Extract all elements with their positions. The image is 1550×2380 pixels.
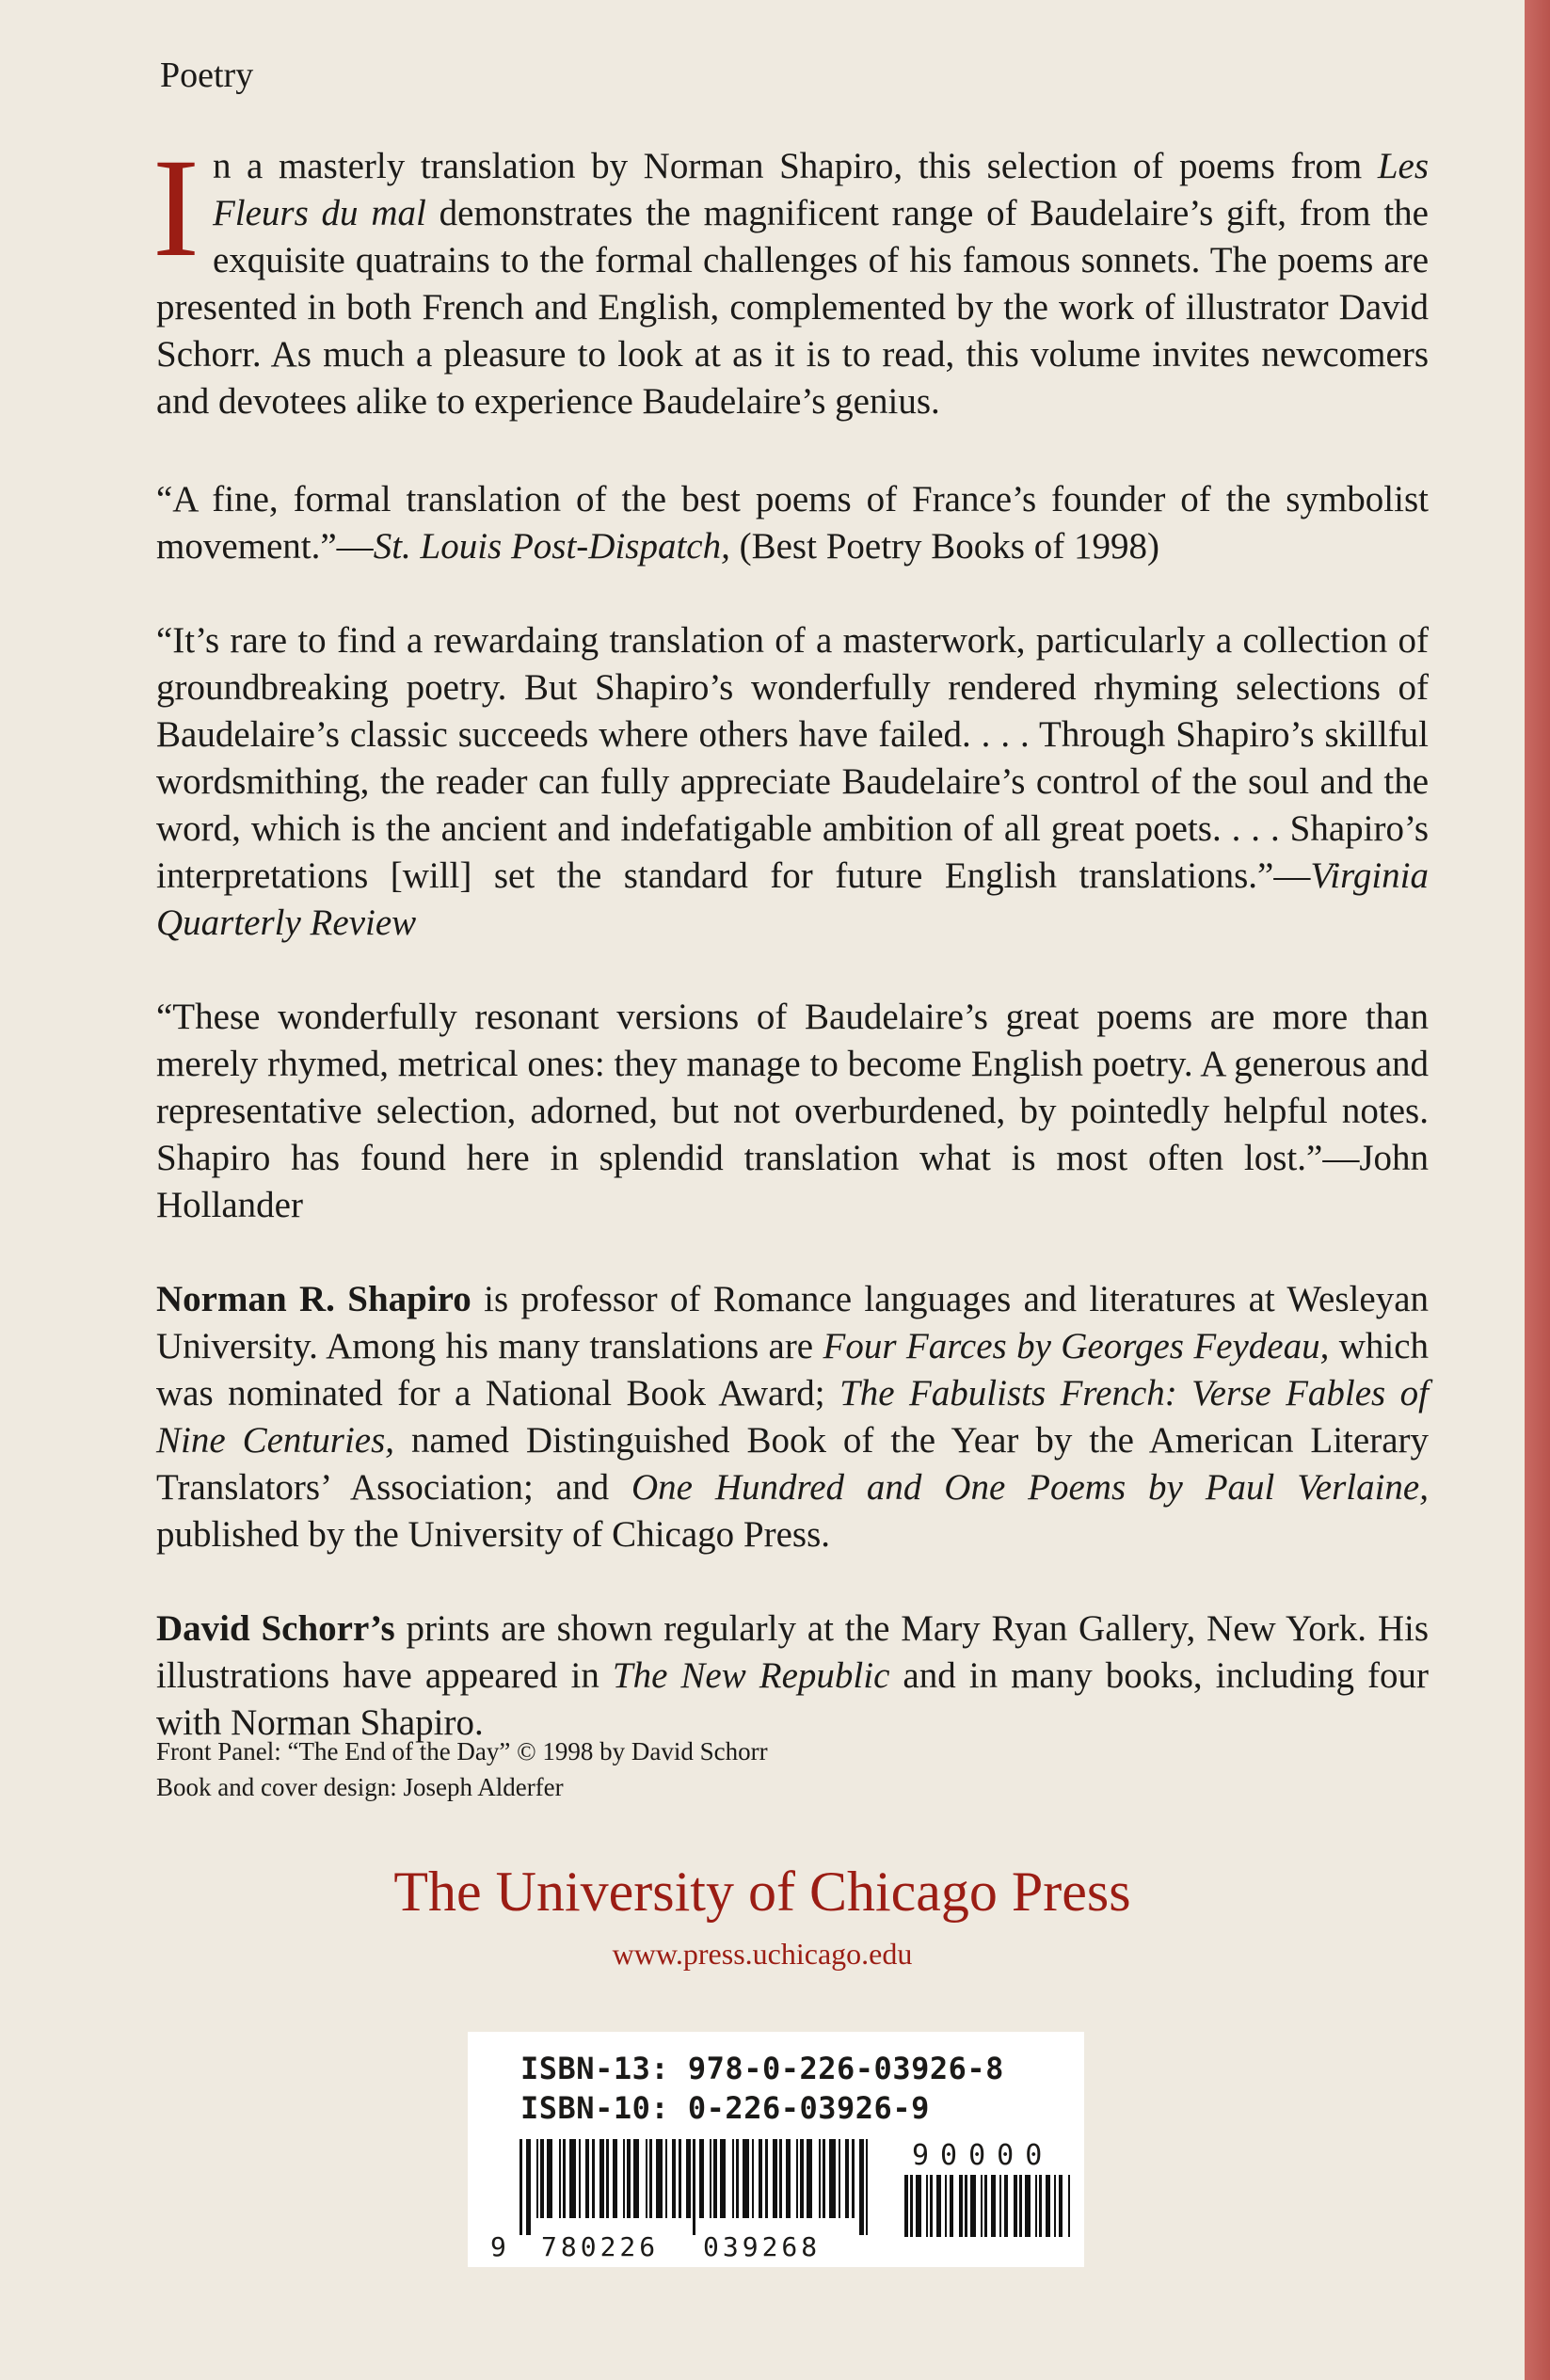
barcode-bar	[613, 2139, 617, 2218]
barcode-bar	[599, 2139, 604, 2218]
book-title-italic: Les Fleurs du mal	[212, 146, 1429, 233]
review-hollander	[156, 994, 1429, 1229]
bio-work: The Fabulists French: Verse Fables of Nine Centuries,	[156, 1373, 1429, 1461]
review-virginia-quarterly	[156, 617, 1429, 947]
barcode-bar	[536, 2139, 538, 2218]
barcode-bar	[649, 2139, 652, 2218]
barcode-bar	[950, 2175, 953, 2237]
barcode-bar	[656, 2139, 663, 2218]
barcode-bar	[959, 2175, 963, 2237]
barcode-bar	[819, 2139, 821, 2218]
barcode-lead-digit: 9	[490, 2231, 510, 2262]
barcode-bar	[1014, 2175, 1017, 2237]
barcode-bar	[1035, 2175, 1037, 2237]
review-note: (Best Poetry Books of 1998)	[729, 526, 1159, 567]
bio-text: prints are shown regularly at the Mary Ryan Gallery, New York. His illustrations have appeared in	[156, 1608, 1430, 1696]
barcode-bar	[547, 2139, 552, 2218]
publisher-name: The University of Chicago Press	[393, 1861, 1131, 1923]
bio-text: named Distinguished Book of the Year by the American Literary Translators’ Association; and	[156, 1420, 1429, 1508]
barcode-bar	[786, 2139, 791, 2218]
barcode-bar	[1054, 2175, 1056, 2237]
barcode-bar	[807, 2139, 812, 2218]
credits	[156, 1733, 768, 1805]
barcode-bar	[823, 2139, 825, 2218]
publisher-block	[0, 1859, 1525, 1977]
front-panel-credit: Front Panel: “The End of the Day” © 1998 by David Schorr	[156, 1737, 768, 1765]
barcode-bar	[866, 2139, 868, 2235]
barcode-bar	[773, 2139, 777, 2218]
barcode-group-1: 780226	[541, 2231, 660, 2262]
barcode-bar	[796, 2139, 798, 2218]
barcode-bar	[633, 2139, 639, 2218]
bio-work: The New Republic	[612, 1655, 890, 1696]
barcode-bar	[984, 2175, 987, 2237]
barcode-bar	[845, 2139, 849, 2218]
barcode-bar	[559, 2139, 561, 2218]
bio-name: David Schorr’s	[156, 1608, 395, 1649]
barcode-bar	[540, 2139, 544, 2218]
barcode-bar	[981, 2175, 983, 2237]
intro-paragraph	[152, 130, 1429, 425]
bio-text: published by the University of Chicago Press.	[156, 1514, 830, 1555]
bio-work: Four Farces by Georges Feydeau,	[823, 1326, 1330, 1366]
barcode-bar	[1039, 2175, 1042, 2237]
bio-name: Norman R. Shapiro	[156, 1279, 471, 1319]
barcode-bar	[859, 2139, 864, 2235]
barcode-bar	[970, 2175, 976, 2237]
barcode-bar	[904, 2175, 908, 2237]
barcode-bar	[623, 2139, 625, 2218]
bio-schorr	[156, 1605, 1429, 1747]
barcode-bar	[800, 2139, 804, 2218]
barcode-bar	[1004, 2175, 1008, 2237]
review-post-dispatch	[156, 476, 1429, 570]
category-label: Poetry	[160, 56, 254, 95]
review-source: St. Louis Post-Dispatch,	[373, 526, 730, 567]
bio-shapiro	[156, 1276, 1429, 1558]
barcode-bar	[526, 2139, 531, 2235]
barcode-bar	[713, 2139, 717, 2218]
barcode-bar	[936, 2175, 941, 2237]
barcode-bar	[999, 2175, 1001, 2237]
barcode-bar	[736, 2139, 739, 2218]
barcode-bar	[743, 2139, 749, 2218]
review-quote: “These wonderfully resonant versions of Baudelaire’s great poems are more than merely rhymed, metrical ones: they manage to become English poetry. A generous and representative selection, adorned, but not overburdened, by pointedly helpful notes. Shapiro has found here in splendid translation what is most often lost.”—John Hollander	[156, 997, 1429, 1225]
barcode-bar	[679, 2139, 681, 2218]
addon-digits: 90000	[912, 2139, 1054, 2172]
barcode-bar	[991, 2175, 996, 2237]
barcode-bar	[585, 2139, 589, 2218]
barcode-bar	[779, 2139, 782, 2218]
review-quote: “A fine, formal translation of the best poems of France’s founder of the symbolist movement.”—	[156, 479, 1429, 567]
review-source: Virginia Quarterly Review	[156, 855, 1429, 943]
ean-barcode	[519, 2139, 868, 2235]
isbn-10: ISBN-10: 0-226-03926-9	[520, 2090, 930, 2126]
barcode-bar	[646, 2139, 647, 2218]
isbn-13: ISBN-13: 978-0-226-03926-8	[520, 2051, 1004, 2086]
barcode-bar	[829, 2139, 836, 2218]
barcode-bar	[672, 2139, 676, 2218]
publisher-url: www.press.uchicago.edu	[612, 1937, 913, 1971]
barcode-bar	[710, 2139, 711, 2218]
design-credit: Book and cover design: Joseph Alderfer	[156, 1773, 564, 1801]
intro-text-2: demonstrates the magnificent range of Baudelaire’s gift, from the exquisite quatrains to the formal challenges of his famous sonnets. The poems are presented in both French and English, complemented by the work of illustrator David Schorr. As much a pleasure to look at as it is to read, this volume invites newcomers and devotees alike to experience Baudelaire’s genius.	[156, 193, 1429, 422]
barcode-bar	[627, 2139, 631, 2218]
barcode-label	[468, 2032, 1084, 2267]
barcode-bar	[686, 2139, 691, 2218]
bio-text: and in many books, including four with Norman Shapiro.	[156, 1655, 1429, 1743]
barcode-group-2: 039268	[703, 2231, 822, 2262]
barcode-bar	[569, 2139, 576, 2218]
barcode-bar	[693, 2139, 695, 2235]
bio-text: which was nominated for a National Book Award;	[156, 1326, 1430, 1414]
barcode-bar	[926, 2175, 928, 2237]
barcode-bar	[759, 2139, 762, 2218]
addon-barcode	[904, 2175, 1070, 2254]
barcode-bar	[1068, 2175, 1070, 2237]
barcode-bar	[732, 2139, 734, 2218]
barcode-bar	[579, 2139, 581, 2218]
barcode-bar	[1059, 2175, 1063, 2237]
barcode-bar	[606, 2139, 609, 2218]
bio-text: is professor of Romance languages and literatures at Wesleyan University. Among his many translations are	[156, 1279, 1429, 1366]
barcode-bar	[852, 2139, 855, 2218]
barcode-bar	[519, 2139, 522, 2235]
bio-work: One Hundred and One Poems by Paul Verlaine,	[631, 1467, 1429, 1508]
barcode-bar	[965, 2175, 967, 2237]
intro-text-1: n a masterly translation by Norman Shapiro, this selection of poems from	[212, 146, 1378, 186]
barcode-bar	[1046, 2175, 1050, 2237]
review-quote: “It’s rare to find a rewardaing translation of a masterwork, particularly a collection of groundbreaking poetry. But Shapiro’s wonderfully rendered rhyming selections of Baudelaire’s classic succeeds where others have failed. . . . Through Shapiro’s skillful wordsmithing, the reader can fully appreciate Baudelaire’s control of the soul and the word, which is the ancient and indefatigable ambition of all great poets. . . . Shapiro’s interpretations [will] set the standard for future English translations.”—	[156, 620, 1429, 896]
barcode-bar	[592, 2139, 595, 2218]
barcode-bar	[699, 2139, 704, 2218]
barcode-bar	[910, 2175, 913, 2237]
spine-edge	[1525, 0, 1550, 2380]
barcode-bar	[563, 2139, 566, 2218]
barcode-bar	[752, 2139, 754, 2218]
barcode-bar	[1025, 2175, 1031, 2237]
barcode-bar	[720, 2139, 726, 2218]
drop-cap: I	[152, 130, 200, 286]
cover-copy	[152, 130, 1430, 1794]
barcode-bar	[945, 2175, 947, 2237]
barcode-bar	[1019, 2175, 1022, 2237]
barcode-bar	[839, 2139, 840, 2218]
barcode-bar	[930, 2175, 933, 2237]
barcode-bar	[665, 2139, 667, 2218]
barcode-bar	[916, 2175, 921, 2237]
barcode-bar	[765, 2139, 768, 2218]
